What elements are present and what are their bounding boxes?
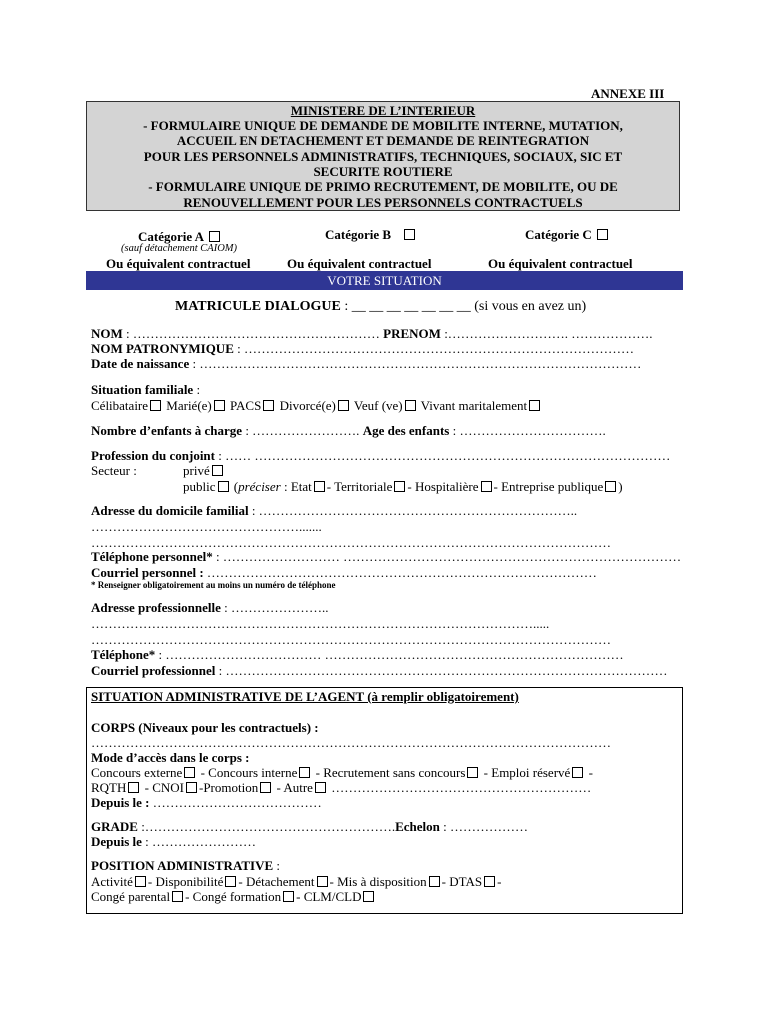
category-c xyxy=(525,227,610,243)
recrutement-sans-concours-checkbox[interactable] xyxy=(467,767,478,778)
situation-section-bar: VOTRE SITUATION xyxy=(86,271,683,290)
clm-cld-checkbox[interactable] xyxy=(363,891,374,902)
secteur-label: Secteur : xyxy=(91,463,137,478)
option-pacs-label: PACS xyxy=(230,398,262,413)
nom-row xyxy=(91,326,653,342)
corps-label: CORPS (Niveaux pour les contractuels) : xyxy=(91,720,319,735)
telephone-footnote: * Renseigner obligatoirement au moins un numéro de téléphone xyxy=(91,580,336,590)
echelon-label: Echelon xyxy=(395,819,440,834)
age-enfants-field[interactable]: : ……………………………. xyxy=(449,423,606,438)
dtas-label: - DTAS xyxy=(441,874,483,889)
rqth-label: RQTH xyxy=(91,780,127,795)
concours-interne-label: - Concours interne xyxy=(200,765,298,780)
matricule-field[interactable]: : __ __ __ __ __ __ __ xyxy=(340,299,471,314)
header-line: - FORMULAIRE UNIQUE DE PRIMO RECRUTEMENT, DE MOBILITE, OU DE xyxy=(148,179,618,194)
option-divorce-label: Divorcé(e) xyxy=(279,398,336,413)
adresse-domicile-line-2[interactable]: …………………………………………....... xyxy=(91,519,322,534)
depuis-le-label: Depuis le : xyxy=(91,795,150,810)
autre-checkbox[interactable] xyxy=(315,782,326,793)
adresse-domicile-label: Adresse du domicile familial xyxy=(91,503,249,518)
position-row-1 xyxy=(91,874,502,890)
preciser-label: préciser xyxy=(238,479,281,494)
telephone-pro-field[interactable]: : ……………………………… …………………………………………………………… xyxy=(155,647,624,662)
category-a-checkbox[interactable] xyxy=(209,231,220,242)
recrutement-sans-concours-label: - Recrutement sans concours xyxy=(315,765,466,780)
secteur-public-label: public xyxy=(183,479,216,494)
hospitaliere-label: - Hospitalière xyxy=(407,479,479,494)
secteur-prive-checkbox[interactable] xyxy=(212,465,223,476)
annex-label: ANNEXE III xyxy=(591,86,665,101)
clm-cld-label: - CLM/CLD xyxy=(296,889,362,904)
nom-patronymique-field[interactable]: : ……………………………………………………………………………… xyxy=(233,341,634,356)
option-divorce-checkbox[interactable] xyxy=(338,400,349,411)
enfants-field[interactable]: : ……………………. xyxy=(242,423,360,438)
entreprise-publique-checkbox[interactable] xyxy=(605,481,616,492)
mode-acces-row-1 xyxy=(91,765,593,781)
courriel-pro-field[interactable]: : ………………………………………………………………………………………… xyxy=(215,663,668,678)
header-line: RENOUVELLEMENT POUR LES PERSONNELS CONTRACTUELS xyxy=(183,195,583,210)
conge-parental-checkbox[interactable] xyxy=(172,891,183,902)
matricule-row xyxy=(175,299,586,315)
secteur-prive xyxy=(183,463,225,479)
header-line: SECURITE ROUTIERE xyxy=(313,164,453,179)
secteur-public xyxy=(183,479,623,495)
rqth-checkbox[interactable] xyxy=(128,782,139,793)
header-line: - FORMULAIRE UNIQUE DE DEMANDE DE MOBILITE INTERNE, MUTATION, xyxy=(143,118,623,133)
territoriale-checkbox[interactable] xyxy=(394,481,405,492)
courriel-pro-row xyxy=(91,663,667,679)
mode-acces-row-2 xyxy=(91,780,591,796)
depuis-le-field[interactable]: ………………………………… xyxy=(149,795,322,810)
category-b xyxy=(325,227,417,243)
category-b-label: Catégorie B xyxy=(325,227,392,242)
category-a-equiv: Ou équivalent contractuel xyxy=(106,256,251,271)
adresse-domicile-row xyxy=(91,503,577,519)
header-ministry: MINISTERE DE L’INTERIEUR xyxy=(290,103,476,118)
option-veuf-label: Veuf (ve) xyxy=(353,398,403,413)
depuis-le-2-label: Depuis le xyxy=(91,834,142,849)
disponibilite-label: - Disponibilité xyxy=(147,874,224,889)
date-naissance-label: Date de naissance xyxy=(91,356,190,371)
grade-field[interactable]: :…………………………………………………. xyxy=(137,819,396,834)
enfants-label: Nombre d’enfants à charge xyxy=(91,423,243,438)
telephone-personnel-field[interactable]: : ……………………… …………………………………………………………………… xyxy=(212,549,682,564)
depuis-le-2-row xyxy=(91,834,256,850)
header-line: POUR LES PERSONNELS ADMINISTRATIFS, TECHNIQUES, SOCIAUX, SIC ET xyxy=(143,149,623,164)
adresse-professionnelle-field[interactable]: : ………………….. xyxy=(220,600,329,615)
mis-a-disposition-label: - Mis à disposition xyxy=(329,874,427,889)
secteur-public-checkbox[interactable] xyxy=(218,481,229,492)
etat-label: : Etat xyxy=(280,479,312,494)
entreprise-publique-label: - Entreprise publique xyxy=(493,479,604,494)
promotion-checkbox[interactable] xyxy=(260,782,271,793)
nom-field[interactable]: : ………………………………………………… xyxy=(122,326,380,341)
courriel-personnel-field[interactable]: ……………………………………………………………………………… xyxy=(203,565,597,580)
adresse-professionnelle-row xyxy=(91,600,329,616)
age-enfants-label: Age des enfants xyxy=(362,423,450,438)
conge-formation-label: - Congé formation xyxy=(185,889,282,904)
adresse-professionnelle-label: Adresse professionnelle xyxy=(91,600,221,615)
profession-conjoint-row xyxy=(91,448,670,464)
date-naissance-field[interactable]: : ………………………………………………………………………………………… xyxy=(189,356,642,371)
category-a-note: (sauf détachement CAIOM) xyxy=(121,243,238,254)
cnoi-checkbox[interactable] xyxy=(186,782,197,793)
telephone-personnel-row xyxy=(91,549,681,565)
category-c-checkbox[interactable] xyxy=(597,229,608,240)
concours-externe-checkbox[interactable] xyxy=(184,767,195,778)
telephone-pro-label: Téléphone* xyxy=(91,647,156,662)
category-c-equiv: Ou équivalent contractuel xyxy=(488,256,633,271)
conge-formation-checkbox[interactable] xyxy=(283,891,294,902)
position-row-2 xyxy=(91,889,376,905)
courriel-personnel-row xyxy=(91,565,597,581)
nom-label: NOM xyxy=(91,326,123,341)
option-celibataire-checkbox[interactable] xyxy=(150,400,161,411)
dtas-checkbox[interactable] xyxy=(484,876,495,887)
nom-patronymique-label: NOM PATRONYMIQUE xyxy=(91,341,234,356)
profession-conjoint-label: Profession du conjoint xyxy=(91,448,215,463)
depuis-le-2-field[interactable]: : …………………… xyxy=(141,834,257,849)
detachement-label: - Détachement xyxy=(238,874,315,889)
enfants-row xyxy=(91,423,606,439)
mode-acces-label: Mode d’accès dans le corps : xyxy=(91,750,250,765)
echelon-field[interactable]: : ……………… xyxy=(439,819,528,834)
activite-checkbox[interactable] xyxy=(135,876,146,887)
situation-familiale-row xyxy=(91,382,200,398)
option-celibataire-label: Célibataire xyxy=(91,398,149,413)
emploi-reserve-label: - Emploi réservé xyxy=(483,765,571,780)
grade-row xyxy=(91,819,528,835)
option-pacs-checkbox[interactable] xyxy=(263,400,274,411)
concours-interne-checkbox[interactable] xyxy=(299,767,310,778)
situation-familiale-label: Situation familiale xyxy=(91,382,194,397)
position-row1-dash: - xyxy=(497,874,502,889)
position-admin-label: POSITION ADMINISTRATIVE xyxy=(91,858,274,873)
emploi-reserve-checkbox[interactable] xyxy=(572,767,583,778)
concours-externe-label: Concours externe xyxy=(91,765,183,780)
position-admin-row xyxy=(91,858,280,874)
autre-field[interactable]: …………………………………………………… xyxy=(327,780,592,795)
option-vivant-maritalement-label: Vivant maritalement xyxy=(420,398,528,413)
adresse-professionnelle-line-2[interactable]: …………………………………………………………………………………………..... xyxy=(91,616,550,631)
header-box xyxy=(86,101,680,211)
courriel-personnel-label: Courriel personnel : xyxy=(91,565,204,580)
adresse-domicile-line-3[interactable]: ………………………………………………………………………………………………………… xyxy=(91,535,611,550)
nom-patronymique-row xyxy=(91,341,634,357)
secteur-prive-label: privé xyxy=(183,463,210,478)
depuis-le-row xyxy=(91,795,322,811)
grade-label: GRADE xyxy=(91,819,138,834)
header-line: ACCUEIL EN DETACHEMENT ET DEMANDE DE REINTEGRATION xyxy=(176,133,590,148)
prenom-field[interactable]: :………………………. ………………. xyxy=(440,326,653,341)
category-b-checkbox[interactable] xyxy=(404,229,415,240)
option-marie-label: Marié(e) xyxy=(166,398,212,413)
position-admin-colon: : xyxy=(273,858,281,873)
prenom-label: PRENOM xyxy=(383,326,441,341)
category-b-equiv: Ou équivalent contractuel xyxy=(287,256,432,271)
adresse-domicile-field[interactable]: : ……………………………………………………………….. xyxy=(248,503,578,518)
courriel-pro-label: Courriel professionnel xyxy=(91,663,216,678)
etat-checkbox[interactable] xyxy=(314,481,325,492)
detachement-checkbox[interactable] xyxy=(317,876,328,887)
situation-familiale-options xyxy=(91,398,542,414)
date-naissance-row xyxy=(91,356,641,372)
option-veuf-checkbox[interactable] xyxy=(405,400,416,411)
cnoi-label: - CNOI xyxy=(144,780,184,795)
option-marie-checkbox[interactable] xyxy=(214,400,225,411)
conge-parental-label: Congé parental xyxy=(91,889,171,904)
activite-label: Activité xyxy=(91,874,133,889)
mis-a-disposition-checkbox[interactable] xyxy=(429,876,440,887)
telephone-pro-row xyxy=(91,647,624,663)
profession-conjoint-field[interactable]: : …… …………………………………………………………………………………… xyxy=(215,448,671,463)
adresse-professionnelle-line-3[interactable]: ………………………………………………………………………………………………………… xyxy=(91,632,611,647)
hospitaliere-checkbox[interactable] xyxy=(481,481,492,492)
matricule-label: MATRICULE DIALOGUE xyxy=(175,299,341,314)
corps-field[interactable]: ………………………………………………………………………………………………………… xyxy=(91,735,611,750)
autre-label: - Autre xyxy=(276,780,313,795)
promotion-label: -Promotion xyxy=(199,780,259,795)
preciser-close: ) xyxy=(618,479,623,494)
admin-section-title: SITUATION ADMINISTRATIVE DE L’AGENT (à remplir obligatoirement) xyxy=(91,689,519,704)
matricule-note: (si vous en avez un) xyxy=(470,299,587,314)
telephone-personnel-label: Téléphone personnel* xyxy=(91,549,213,564)
territoriale-label: - Territoriale xyxy=(326,479,393,494)
preciser-open: ( xyxy=(230,479,239,494)
disponibilite-checkbox[interactable] xyxy=(225,876,236,887)
situation-familiale-colon: : xyxy=(193,382,201,397)
option-vivant-maritalement-checkbox[interactable] xyxy=(529,400,540,411)
row1-dash: - xyxy=(585,765,593,780)
category-c-label: Catégorie C xyxy=(525,227,592,242)
category-a-label: Catégorie A xyxy=(138,229,204,244)
